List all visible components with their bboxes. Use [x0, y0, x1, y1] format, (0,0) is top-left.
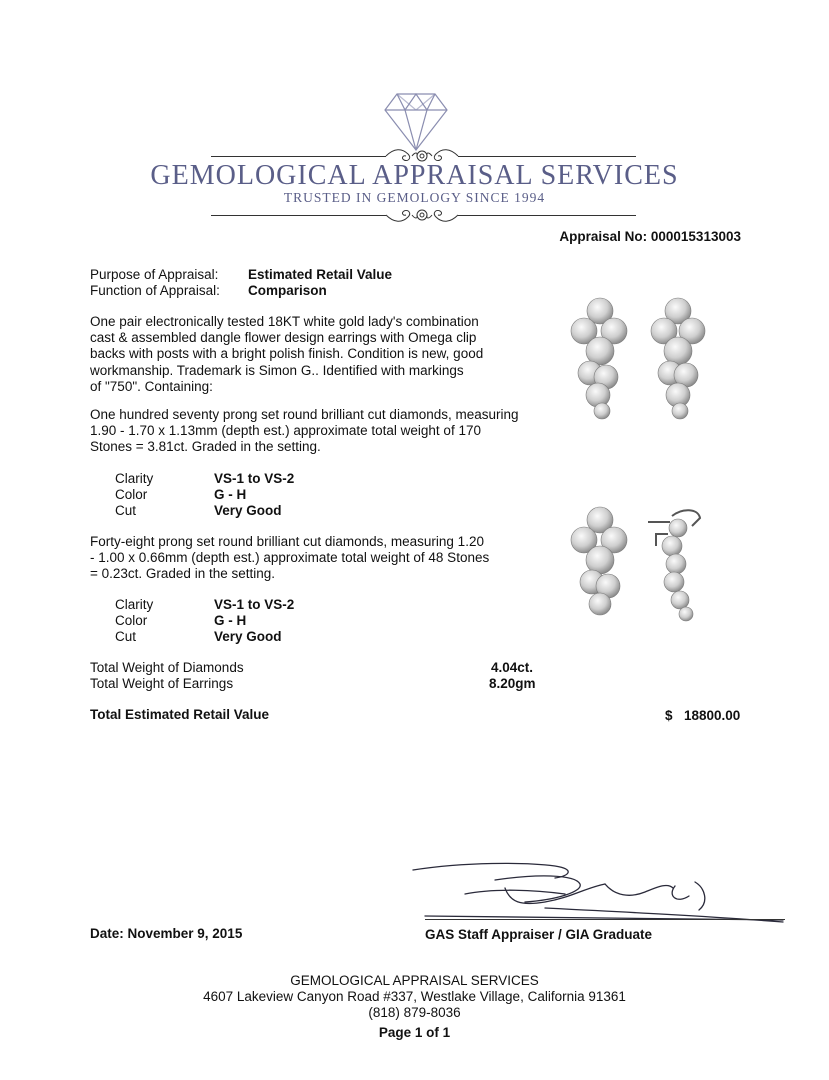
- grade-label-clarity: Clarity: [115, 471, 154, 486]
- total-diamonds-value: 4.04ct.: [491, 660, 534, 675]
- grade-label-cut: Cut: [115, 629, 137, 644]
- earrings-side-image: [560, 500, 720, 625]
- description-line: of "750". Containing:: [90, 378, 213, 394]
- grade-label-clarity: Clarity: [115, 597, 154, 612]
- total-earrings-value: 8.20gm: [489, 676, 536, 691]
- grade-value-color: G - H: [214, 613, 247, 628]
- appraiser-title: GAS Staff Appraiser / GIA Graduate: [425, 927, 653, 942]
- header-rule-bottom-left: [211, 215, 386, 216]
- retail-currency: $: [665, 708, 673, 723]
- earrings-front-image: [560, 295, 720, 420]
- tagline: TRUSTED IN GEMOLOGY SINCE 1994: [283, 190, 546, 205]
- appraisal-number: Appraisal No: 000015313003: [559, 229, 741, 244]
- function-label: Function of Appraisal:: [90, 283, 220, 298]
- stone-text-line: = 0.23ct. Graded in the setting.: [90, 566, 275, 582]
- total-earrings-label: Total Weight of Earrings: [90, 676, 234, 691]
- stone-text-line: - 1.00 x 0.66mm (depth est.) approximate total weight of 48 Stones: [90, 550, 490, 566]
- grade-value-cut: Very Good: [214, 503, 282, 518]
- signature-line: [425, 919, 785, 920]
- header-rule-top-left: [211, 156, 386, 157]
- item-description: [90, 314, 483, 395]
- grade-label-cut: Cut: [115, 503, 137, 518]
- grade-value-color: G - H: [214, 487, 247, 502]
- header-rule-top-right: [458, 156, 636, 157]
- flourish-ornament-icon: [384, 203, 460, 227]
- purpose-label: Purpose of Appraisal:: [90, 267, 219, 282]
- grade-label-color: Color: [115, 613, 148, 628]
- grade-value-clarity: VS-1 to VS-2: [214, 471, 295, 486]
- footer-address: 4607 Lakeview Canyon Road #337, Westlake Village, California 91361: [203, 989, 626, 1004]
- diamond-icon: [383, 92, 449, 152]
- company-name: GEMOLOGICAL APPRAISAL SERVICES: [150, 160, 679, 191]
- stone-text-line: 1.90 - 1.70 x 1.13mm (depth est.) approximate total weight of 170: [90, 423, 481, 439]
- stone-text-line: One hundred seventy prong set round brilliant cut diamonds, measuring: [90, 407, 519, 422]
- header-rule-bottom-right: [458, 215, 636, 216]
- footer-company: GEMOLOGICAL APPRAISAL SERVICES: [290, 973, 539, 988]
- total-retail-label: Total Estimated Retail Value: [90, 707, 270, 722]
- stone-text-line: Forty-eight prong set round brilliant cut diamonds, measuring 1.20: [90, 534, 484, 549]
- appraisal-date: Date: November 9, 2015: [90, 926, 243, 941]
- description-line: backs with posts with a bright polish finish. Condition is new, good: [90, 346, 484, 362]
- footer-page-number: Page 1 of 1: [378, 1025, 451, 1040]
- total-diamonds-label: Total Weight of Diamonds: [90, 660, 244, 675]
- description-line: One pair electronically tested 18KT white gold lady's combination: [90, 314, 479, 329]
- grade-label-color: Color: [115, 487, 148, 502]
- stone-group-2-text: [90, 534, 489, 583]
- footer: [0, 973, 829, 1041]
- function-value: Comparison: [248, 283, 327, 298]
- grade-value-cut: Very Good: [214, 629, 282, 644]
- stone-text-line: Stones = 3.81ct. Graded in the setting.: [90, 439, 321, 455]
- stone-group-1-text: [90, 407, 519, 456]
- retail-value: 18800.00: [684, 708, 741, 723]
- description-line: workmanship. Trademark is Simon G.. Identified with markings: [90, 362, 464, 378]
- footer-phone: (818) 879-8036: [368, 1005, 461, 1020]
- description-line: cast & assembled dangle flower design earrings with Omega clip: [90, 330, 477, 346]
- grade-value-clarity: VS-1 to VS-2: [214, 597, 295, 612]
- purpose-value: Estimated Retail Value: [248, 267, 393, 282]
